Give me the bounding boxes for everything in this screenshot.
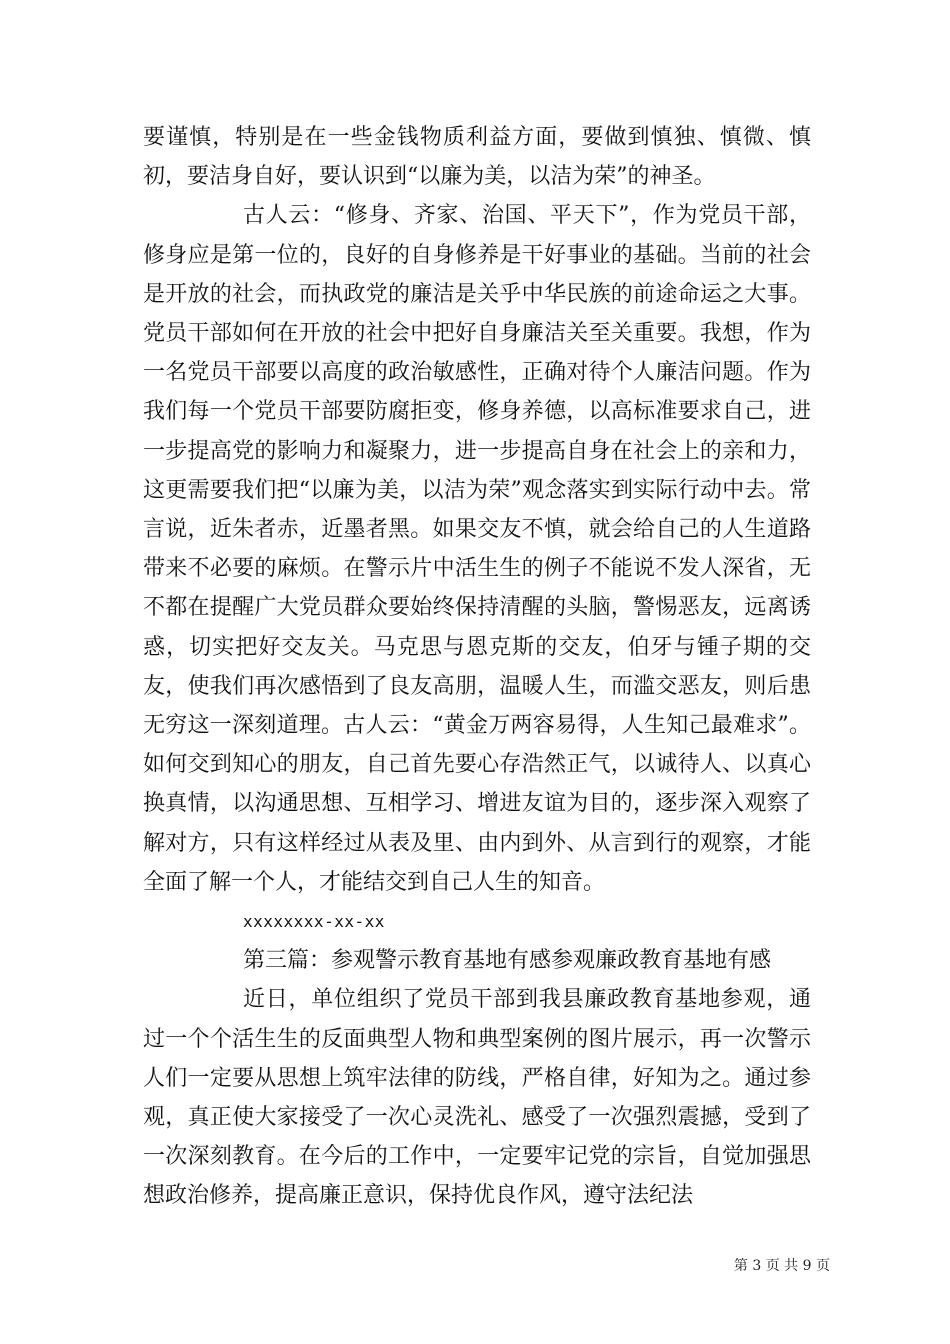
paragraph-self-cultivation: 古人云：“修身、齐家、治国、平天下”，作为党员干部，修身应是第一位的，良好的自身修养是干好事业的基础。当前的社会是开放的社会，而执政党的廉洁是关乎中华民族的前途命运之大事。党员干部如何在开放的社会中把好自身廉洁关至关重要。我想，作为一名党员干部要以高度的政治敏感性，正确对待个人廉洁问题。作为我们每一个党员干部要防腐拒变，修身养德，以高标准要求自己，进一步提高党的影响力和凝聚力，进一步提高自身在社会上的亲和力，这更需要我们把“以廉为美，以洁为荣”观念落实到实际行动中去。常言说，近朱者赤，近墨者黑。如果交友不慎，就会给自己的人生道路带来不必要的麻烦。在警示片中活生生的例子不能说不发人深省，无不都在提醒广大党员群众要始终保持清醒的头脑，警惕恶友，远离诱惑，切实把好交友关。马克思与恩克斯的交友，伯牙与锺子期的交友，使我们再次感悟到了良友高朋，温暖人生，而滥交恶友，则后患无穷这一深刻道理。古人云：“黄金万两容易得，人生知己最难求”。如何交到知心的朋友，自己首先要心存浩然正气，以诚待人、以真心换真情，以沟通思想、互相学习、增进友谊为目的，逐步深入观察了解对方，只有这样经过从表及里、由内到外、从言到行的观察，才能全面了解一个人，才能结交到自己人生的知音。: [143, 203, 811, 895]
paragraph-continuation: 要谨慎，特别是在一些金钱物质利益方面，要做到慎独、慎微、慎初，要洁身自好，要认识到“以廉为美，以洁为荣”的神圣。: [143, 125, 811, 190]
section-heading: 第三篇：参观警示教育基地有感参观廉政教育基地有感: [243, 948, 772, 974]
document-body: [143, 118, 811, 1216]
paragraph-visit: 近日，单位组织了党员干部到我县廉政教育基地参观，通过一个个活生生的反面典型人物和典型案例的图片展示，再一次警示人们一定要从思想上筑牢法律的防线，严格自律，好知为之。通过参观，真正使大家接受了一次心灵洗礼、感受了一次强烈震撼，受到了一次深刻教育。在今后的工作中，一定要牢记党的宗旨，自觉加强思想政治修养，提高廉正意识，保持优良作风，遵守法纪法: [143, 987, 811, 1209]
page-number-footer: 第 3 页 共 9 页: [733, 1258, 830, 1274]
date-line: xxxxxxxx-xx-xx: [243, 912, 385, 932]
